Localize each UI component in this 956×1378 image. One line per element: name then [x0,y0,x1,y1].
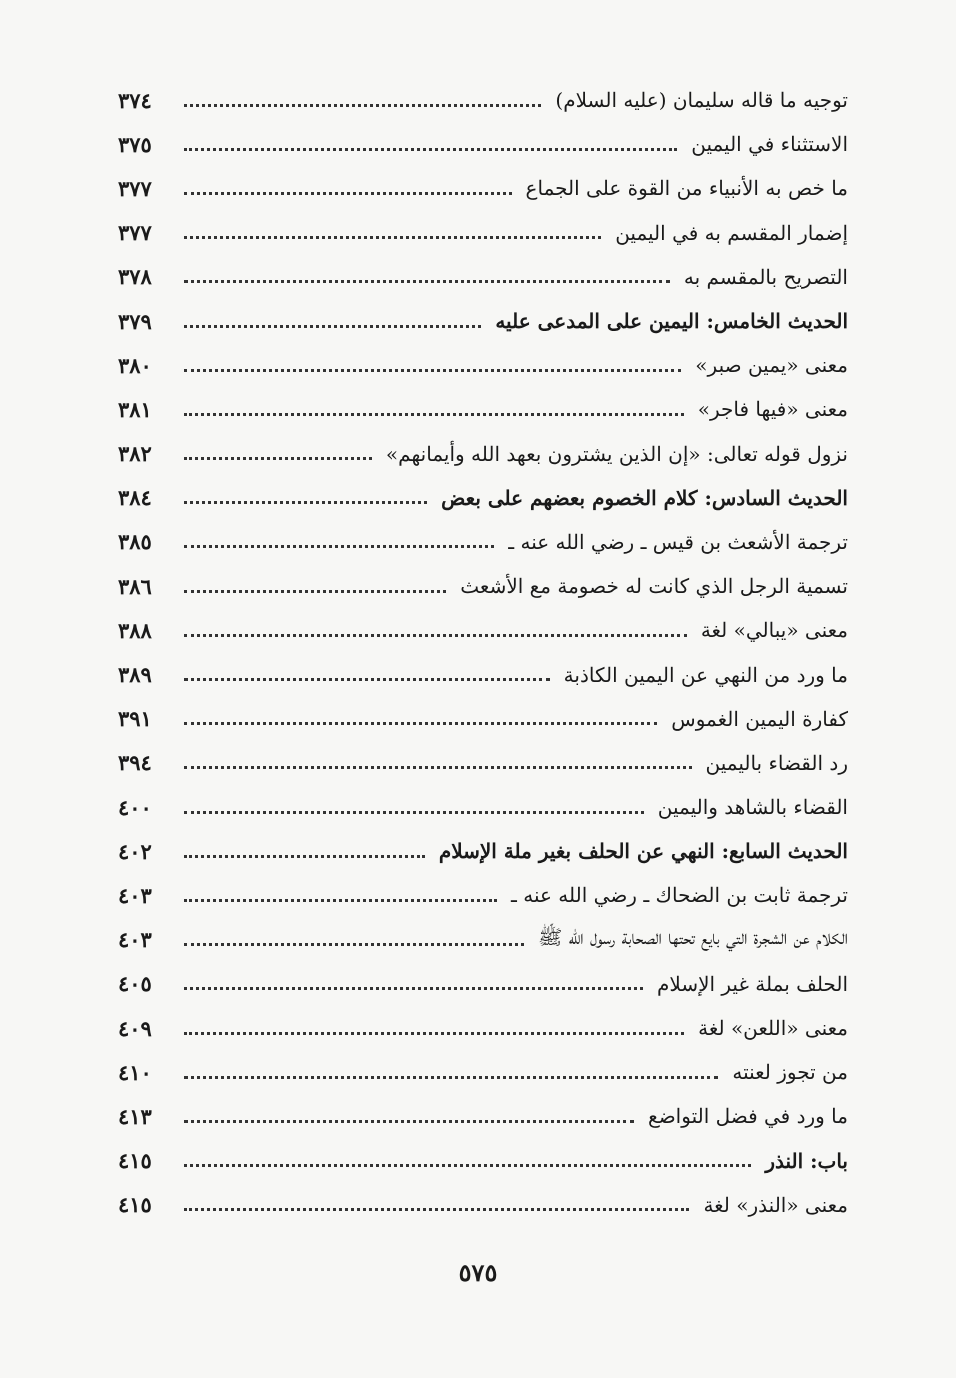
toc-entry [118,1094,848,1138]
toc-page-number: ٤٠٣ [118,882,152,908]
toc-entry [118,1183,848,1227]
dot-leader [184,855,425,858]
toc-page-number: ٤٠٢ [118,838,152,864]
toc-entry-title: معنى «اللعن» لغة [698,1016,848,1041]
toc-section-heading: باب: النذر [765,1148,848,1173]
toc-entry-title: ما ورد من النهي عن اليمين الكاذبة [563,662,848,687]
dot-leader [184,236,601,239]
toc-entry-title: معنى «فيها فاجر» [697,397,848,422]
toc-entry [118,1050,848,1094]
toc-page-number: ٣٧٨ [118,264,152,290]
toc-entry [118,608,848,652]
dot-leader [184,899,497,902]
dot-leader [184,545,494,548]
toc-entry-title: الكلام عن الشجرة التي بايع تحتها الصحابة رسول الله ﷺ [538,925,848,950]
dot-leader [184,192,512,195]
toc-page-number: ٤٠٠ [118,794,152,820]
dot-leader [184,634,687,637]
toc-entry-title: نزول قوله تعالى: «إن الذين يشترون بعهد الله وأيمانهم» [385,441,848,466]
toc-page-number: ٤١٥ [118,1192,152,1218]
dot-leader [184,104,541,107]
dot-leader [184,369,681,372]
dot-leader [184,457,372,460]
dot-leader [184,987,643,990]
dot-leader [184,1208,689,1211]
toc-page-number: ٣٧٥ [118,131,152,157]
dot-leader [184,1120,634,1123]
toc-page-number: ٣٨٩ [118,662,152,688]
toc-entry [118,387,848,431]
toc-entry [118,829,848,873]
toc-entry [118,962,848,1006]
dot-leader [184,766,692,769]
toc-entry-title: معنى «النذر» لغة [703,1192,848,1217]
dot-leader [184,1076,718,1079]
toc-page-number: ٣٧٧ [118,220,152,246]
toc-entry-title: ترجمة ثابت بن الضحاك ـ رضي الله عنه ـ [511,883,848,908]
toc-entry [118,873,848,917]
toc-entry [118,255,848,299]
toc-page-number: ٣٩٤ [118,750,152,776]
toc-page-number: ٣٨١ [118,396,152,422]
toc-page-number: ٣٨٨ [118,617,152,643]
toc-page-number: ٤١٣ [118,1103,152,1129]
toc-entry-title: كفارة اليمين الغموس [671,706,848,731]
toc-page-number: ٣٨٤ [118,485,152,511]
toc-page-number: ٣٨٢ [118,441,152,467]
toc-entry [118,122,848,166]
dot-leader [184,1032,684,1035]
toc-entry-title: الحلف بملة غير الإسلام [657,971,848,996]
toc-page-number: ٣٧٧ [118,175,152,201]
toc-page-number: ٣٧٤ [118,87,152,113]
dot-leader [184,413,684,416]
toc-entry [118,343,848,387]
toc-page-number: ٤٠٣ [118,927,152,953]
toc-entry [118,564,848,608]
dot-leader [184,678,550,681]
toc-entry-title: رد القضاء باليمين [705,750,848,775]
dot-leader [184,501,427,504]
toc-entry [118,166,848,210]
toc-entry [118,476,848,520]
toc-entry [118,432,848,476]
toc-entry [118,78,848,122]
toc-entry [118,785,848,829]
toc-page-number: ٤٠٥ [118,971,152,997]
dot-leader [184,325,481,328]
dot-leader [184,811,644,814]
toc-entry [118,1139,848,1183]
dot-leader [184,1164,751,1167]
toc-entry-title: معنى «يبالي» لغة [700,618,848,643]
toc-entry-title: ترجمة الأشعث بن قيس ـ رضي الله عنه ـ [508,529,848,554]
toc-entry-title: ما خص به الأنبياء من القوة على الجماع [525,176,848,201]
toc-entry-title: تسمية الرجل الذي كانت له خصومة مع الأشعث [460,574,848,599]
toc-entry-title: إضمار المقسم به في اليمين [615,220,848,245]
toc-entry [118,211,848,255]
toc-entry-title: الاستثناء في اليمين [691,132,848,157]
dot-leader [184,148,677,151]
dot-leader [184,943,524,946]
toc-entry-title: توجيه ما قاله سليمان (عليه السلام) [555,88,848,113]
toc-page-number: ٣٩١ [118,706,152,732]
toc-section-heading: الحديث السابع: النهي عن الحلف بغير ملة الإسلام [438,839,848,864]
toc-entry-title: القضاء بالشاهد واليمين [657,795,848,820]
toc-page-number: ٤٠٩ [118,1015,152,1041]
toc-page-number: ٣٧٩ [118,308,152,334]
dot-leader [184,280,670,283]
table-of-contents [118,78,848,1227]
toc-entry [118,741,848,785]
page-number: ٥٧٥ [458,1258,498,1287]
toc-page-number: ٤١٠ [118,1059,152,1085]
toc-page-number: ٣٨٦ [118,573,152,599]
toc-entry [118,918,848,962]
toc-entry [118,299,848,343]
toc-entry-title: من تجوز لعنته [732,1060,848,1085]
dot-leader [184,722,657,725]
toc-page-number: ٣٨٠ [118,352,152,378]
toc-entry [118,520,848,564]
toc-section-heading: الحديث السادس: كلام الخصوم بعضهم على بعض [441,485,848,510]
dot-leader [184,590,446,593]
toc-section-heading: الحديث الخامس: اليمين على المدعى عليه [495,309,848,334]
toc-entry-title: التصريح بالمقسم به [683,264,848,289]
toc-entry [118,697,848,741]
toc-page-number: ٤١٥ [118,1148,152,1174]
toc-entry [118,652,848,696]
toc-entry [118,1006,848,1050]
toc-page-number: ٣٨٥ [118,529,152,555]
toc-entry-title: ما ورد في فضل التواضع [648,1104,848,1129]
toc-entry-title: معنى «يمين صبر» [695,353,848,378]
